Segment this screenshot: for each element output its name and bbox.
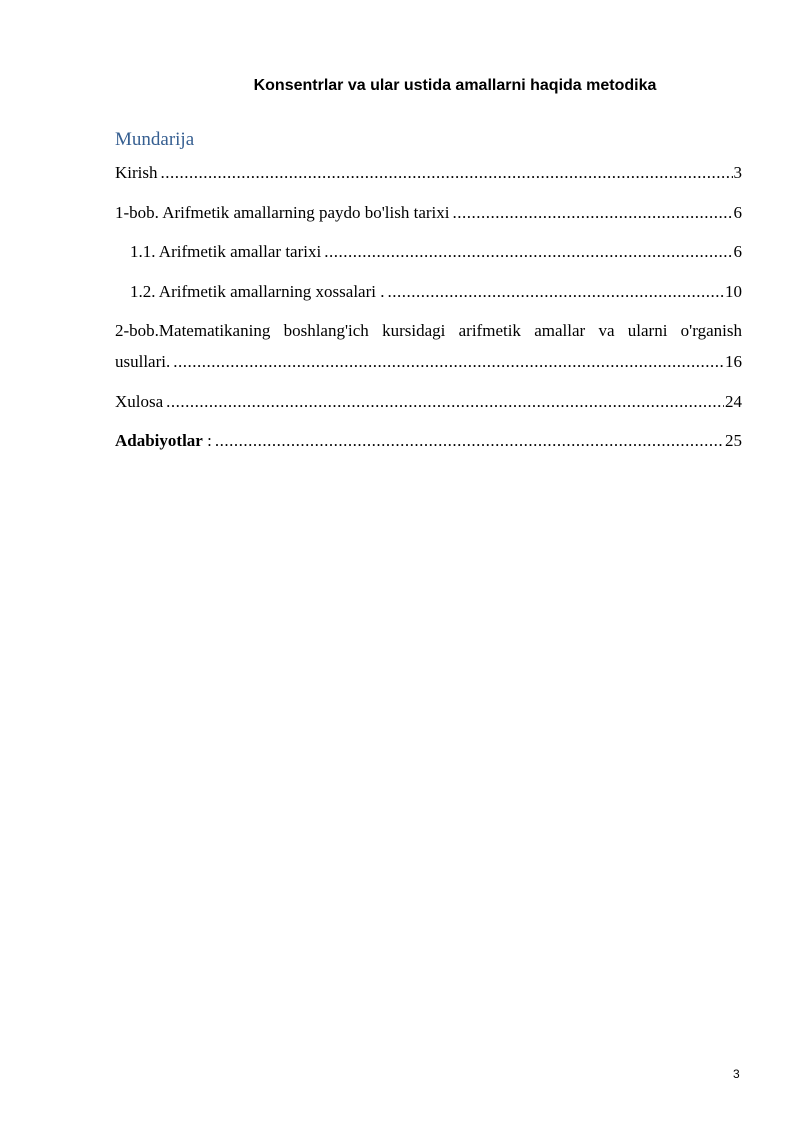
toc-entry-kirish[interactable] [115,162,742,184]
toc-entry-chapter-1[interactable] [115,202,742,224]
toc-entry-label: 1.2. Arifmetik amallarning xossalari . [130,282,385,301]
toc-entry-label: 1.1. Arifmetik amallar tarixi [130,242,322,261]
page-number: 3 [733,1067,740,1081]
toc-entry-label-line2: usullari. [115,352,171,371]
toc-entry-page: 3 [733,163,742,182]
toc-entry-section-1-1[interactable] [130,241,742,263]
toc-entry-label: Kirish [115,163,158,182]
toc-entry-label-line1: 2-bob.Matematikaning boshlang'ich kursidagi arifmetik amallar va ularni o'rganish [115,321,742,340]
toc-dot-leader [453,202,733,224]
toc-dot-leader [215,430,724,452]
toc-dot-leader [166,391,724,413]
toc-dot-leader [161,162,733,184]
toc-entry-label: Xulosa [115,392,164,411]
toc-dot-leader [387,281,724,303]
toc-entry-page: 10 [725,282,742,301]
toc-entry-page: 25 [725,431,742,450]
toc-entry-section-1-2[interactable] [130,281,742,303]
toc-entry-page: 6 [733,242,742,261]
toc-entry-label [115,430,212,452]
toc-entry-xulosa[interactable] [115,391,742,413]
toc-entry-page: 16 [725,352,742,371]
toc-heading: Mundarija [115,129,195,150]
toc-entry-line2 [115,351,742,373]
toc-entry-page: 6 [733,203,742,222]
toc-dot-leader [173,351,724,373]
toc-entry-adabiyotlar[interactable] [115,430,742,452]
toc-entry-label-rest: : [202,431,212,450]
toc-dot-leader [324,241,732,263]
toc-entry-page: 24 [725,392,742,411]
toc-entry-label-bold: Adabiyotlar [115,431,203,450]
document-title: Konsentrlar va ular ustida amallarni haqida metodika [253,77,657,94]
toc-entry-label: 1-bob. Arifmetik amallarning paydo bo'lish tarixi [115,203,450,222]
